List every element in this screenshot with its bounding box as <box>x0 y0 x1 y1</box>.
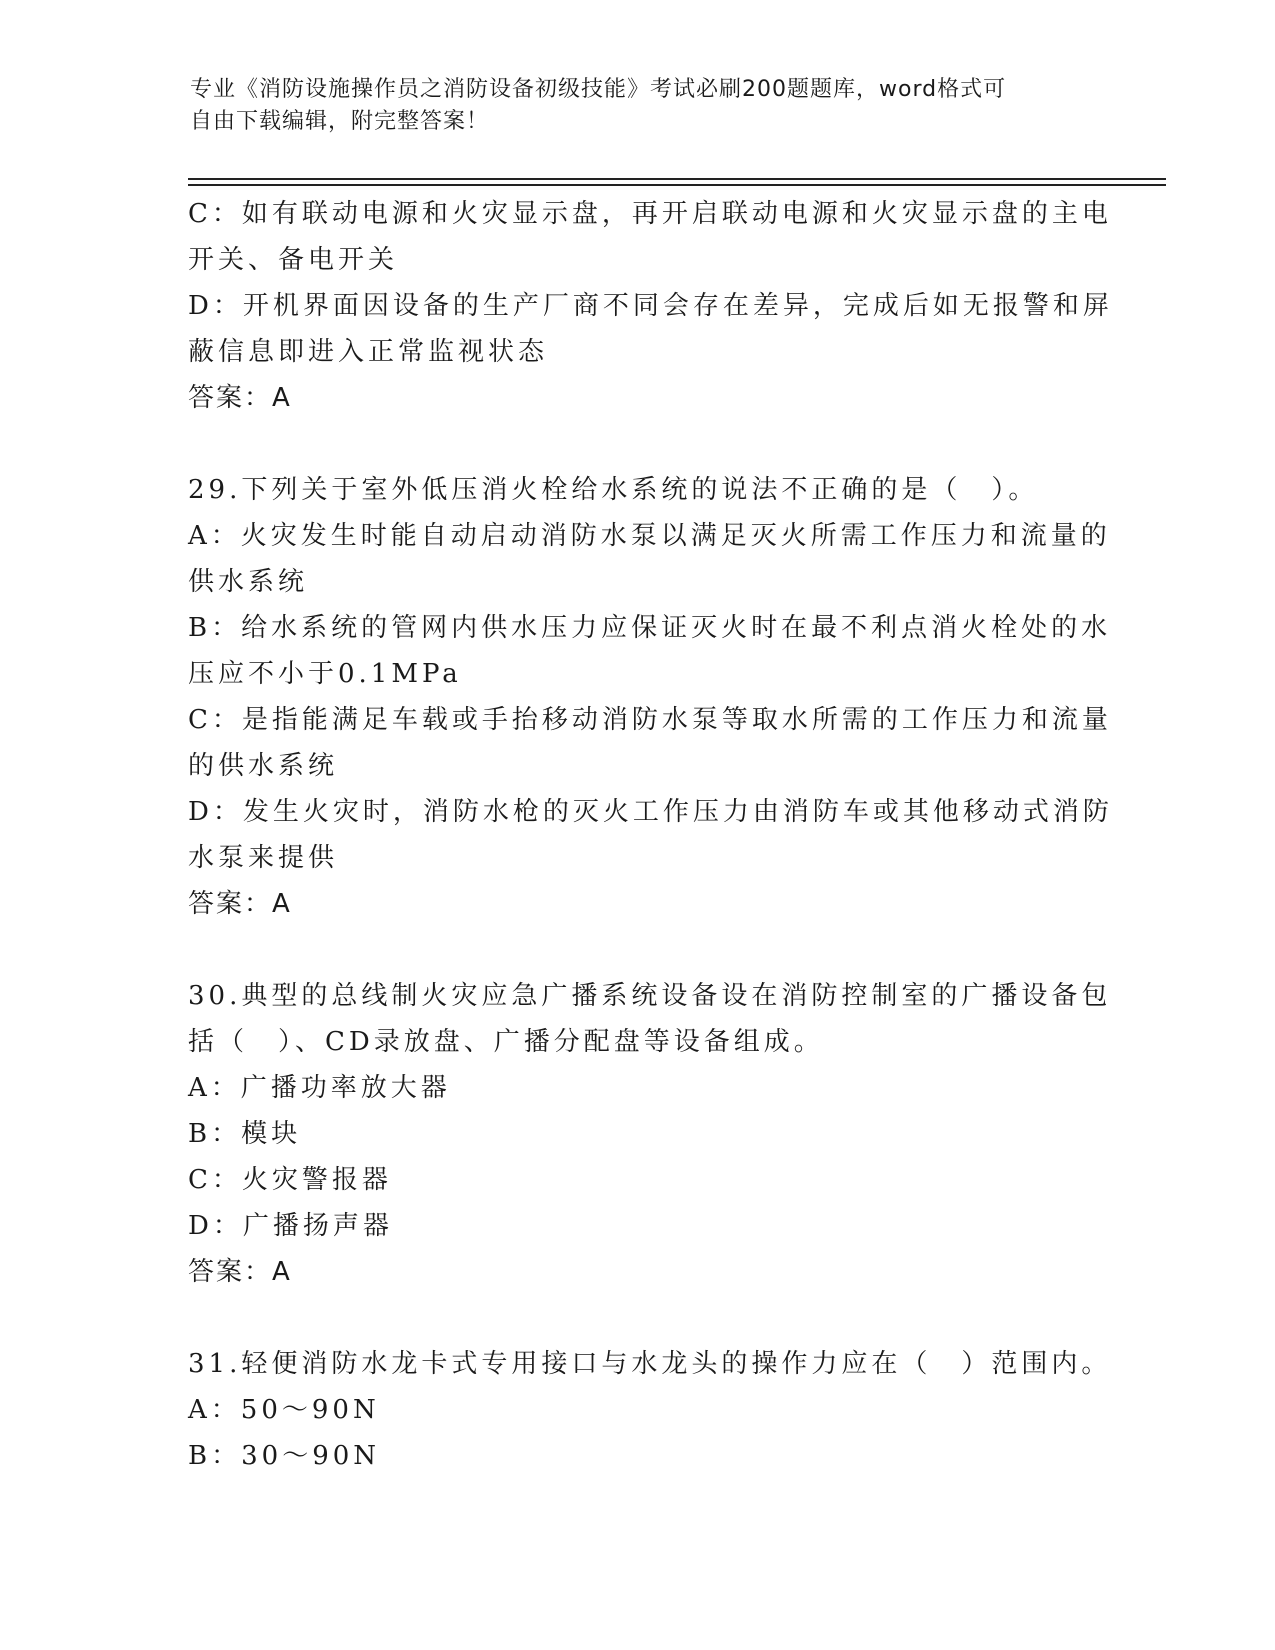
spacer <box>188 1295 1088 1341</box>
option-c-line-1: C：如有联动电源和火灾显示盘，再开启联动电源和火灾显示盘的主电 <box>188 199 1112 229</box>
option-b: B：30～90N <box>188 1441 381 1471</box>
question-30 <box>188 973 1112 1295</box>
option-a: A：广播功率放大器 <box>188 1073 451 1103</box>
option-d: D：广播扬声器 <box>188 1211 393 1241</box>
option-c: C：火灾警报器 <box>188 1165 392 1195</box>
header-rule-bottom <box>188 184 1166 186</box>
question-28-tail <box>188 191 1113 421</box>
option-a: A：50～90N <box>188 1395 380 1425</box>
option-c-line-2: 的供水系统 <box>188 751 339 781</box>
option-d-line-1: D：发生火灾时，消防水枪的灭火工作压力由消防车或其他移动式消防 <box>188 797 1113 827</box>
header-line-2: 自由下载编辑，附完整答案！ <box>190 109 490 134</box>
question-stem-line-1: 30.典型的总线制火灾应急广播系统设备设在消防控制室的广播设备包 <box>188 981 1112 1011</box>
document-header <box>190 74 1090 138</box>
option-b-line-1: B：给水系统的管网内供水压力应保证灭火时在最不利点消火栓处的水 <box>188 613 1112 643</box>
option-b: B：模块 <box>188 1119 302 1149</box>
spacer <box>188 927 1088 973</box>
answer: 答案：A <box>188 383 292 413</box>
question-stem-line-2: 括（ ）、CD录放盘、广播分配盘等设备组成。 <box>188 1027 824 1057</box>
header-line-1: 专业《消防设施操作员之消防设备初级技能》考试必刷200题题库，word格式可 <box>190 77 1007 102</box>
option-d-line-1: D：开机界面因设备的生产厂商不同会存在差异，完成后如无报警和屏 <box>188 291 1113 321</box>
answer: 答案：A <box>188 1257 292 1287</box>
option-a-line-1: A：火灾发生时能自动启动消防水泵以满足灭火所需工作压力和流量的 <box>188 521 1111 551</box>
option-d-line-2: 蔽信息即进入正常监视状态 <box>188 337 549 367</box>
header-rule-top <box>188 178 1166 180</box>
option-b-line-2: 压应不小于0.1MPa <box>188 659 462 689</box>
question-stem: 31.轻便消防水龙卡式专用接口与水龙头的操作力应在（ ）范围内。 <box>188 1349 1112 1379</box>
option-c-line-2: 开关、备电开关 <box>188 245 399 275</box>
question-29 <box>188 467 1113 927</box>
option-d-line-2: 水泵来提供 <box>188 843 339 873</box>
option-c-line-1: C：是指能满足车载或手抬移动消防水泵等取水所需的工作压力和流量 <box>188 705 1112 735</box>
question-31 <box>188 1341 1112 1479</box>
spacer <box>188 421 1088 467</box>
question-stem: 29.下列关于室外低压消火栓给水系统的说法不正确的是（ ）。 <box>188 475 1039 505</box>
answer: 答案：A <box>188 889 292 919</box>
option-a-line-2: 供水系统 <box>188 567 309 597</box>
question-list <box>188 191 1113 1479</box>
